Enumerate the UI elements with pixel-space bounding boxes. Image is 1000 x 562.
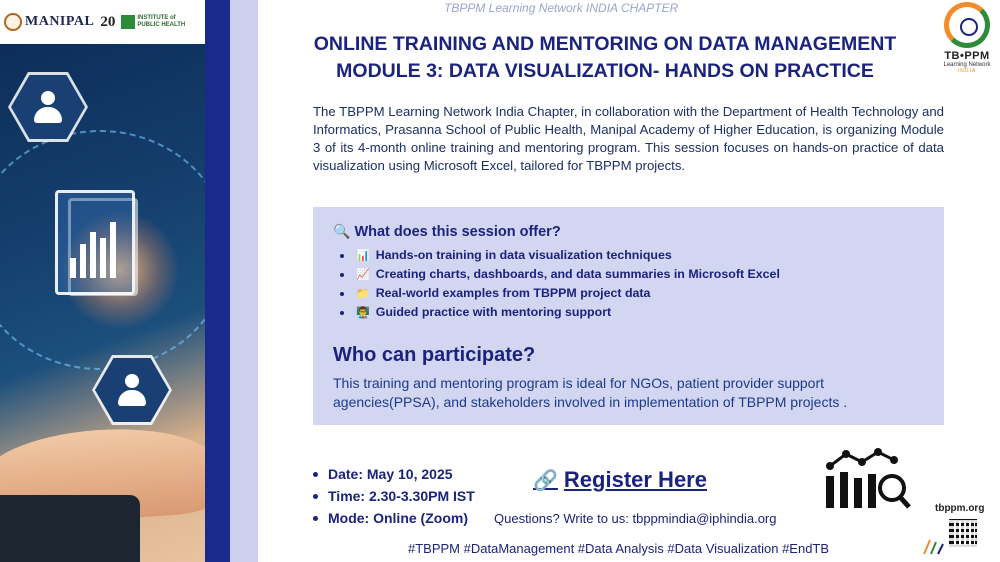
list-item: 👨‍🏫 Guided practice with mentoring support [340, 303, 780, 322]
event-mode: Mode: Online (Zoom) [313, 507, 475, 529]
data-analysis-icon [822, 448, 912, 510]
event-time: Time: 2.30-3.30PM IST [313, 485, 475, 507]
decorative-strokes-icon [922, 532, 948, 556]
tbppm-logo: TB•PPM Learning Network INDIA [936, 2, 998, 72]
iph-mark-icon [121, 15, 135, 29]
list-item: 📈 Creating charts, dashboards, and data summaries in Microsoft Excel [340, 265, 780, 284]
suit-sleeve-image [0, 495, 140, 562]
folder-icon: 📁 [356, 287, 370, 300]
manipal-logo: MANIPAL [4, 13, 94, 31]
left-image-panel [0, 0, 205, 562]
person-icon [30, 89, 66, 125]
chapter-label: TBPPM Learning Network INDIA CHAPTER [444, 1, 679, 15]
intro-paragraph: The TBPPM Learning Network India Chapter, in collaboration with the Department of Health Technology and Informatics, Prasanna School of Public Health, Manipal Academy of Higher Education, is organizing Module 3 of its 4-month online training and mentoring program. This session focuses on hands-on practice of data visualization using Microsoft Excel, tailored for TBPPM projects. [313, 104, 944, 173]
page-title: ONLINE TRAINING AND MENTORING ON DATA MANAGEMENT MODULE 3: DATA VISUALIZATION- HANDS ON PRACTICE [313, 33, 897, 82]
website-label: tbppm.org [935, 503, 985, 514]
event-details [313, 463, 475, 529]
person-icon [114, 372, 150, 408]
offer-heading: 🔍 What does this session offer? [333, 224, 561, 240]
blue-stripe [205, 0, 230, 562]
manipal-seal-icon [4, 13, 22, 31]
contact-text: Questions? Write to us: tbppmindia@iphindia.org [494, 511, 777, 526]
list-item: 📊 Hands-on training in data visualization techniques [340, 246, 780, 265]
register-link[interactable]: 🔗 Register Here [533, 467, 707, 492]
link-icon: 🔗 [533, 468, 558, 492]
iph-logo: INSTITUTE of PUBLIC HEALTH [121, 15, 185, 29]
offer-list [340, 246, 780, 322]
trend-chart-icon: 📈 [356, 268, 370, 281]
teacher-icon: 👨‍🏫 [356, 306, 370, 319]
who-text: This training and mentoring program is ideal for NGOs, patient provider support agencies(PPSA), and stakeholders involved in implementation of TBPPM projects . [333, 375, 848, 410]
anniversary-logo: 20 [100, 13, 116, 30]
lavender-stripe [230, 0, 258, 562]
who-heading: Who can participate? [333, 344, 536, 366]
list-item: 📁 Real-world examples from TBPPM project data [340, 284, 780, 303]
report-chart-icon [55, 190, 135, 295]
magnifier-icon: 🔍 [333, 224, 351, 240]
bar-chart-icon: 📊 [356, 249, 370, 262]
tbppm-emblem-icon [944, 2, 990, 48]
partner-logos [0, 0, 205, 44]
event-date: Date: May 10, 2025 [313, 463, 475, 485]
hashtags: #TBPPM #DataManagement #Data Analysis #Data Visualization #EndTB [408, 541, 830, 556]
